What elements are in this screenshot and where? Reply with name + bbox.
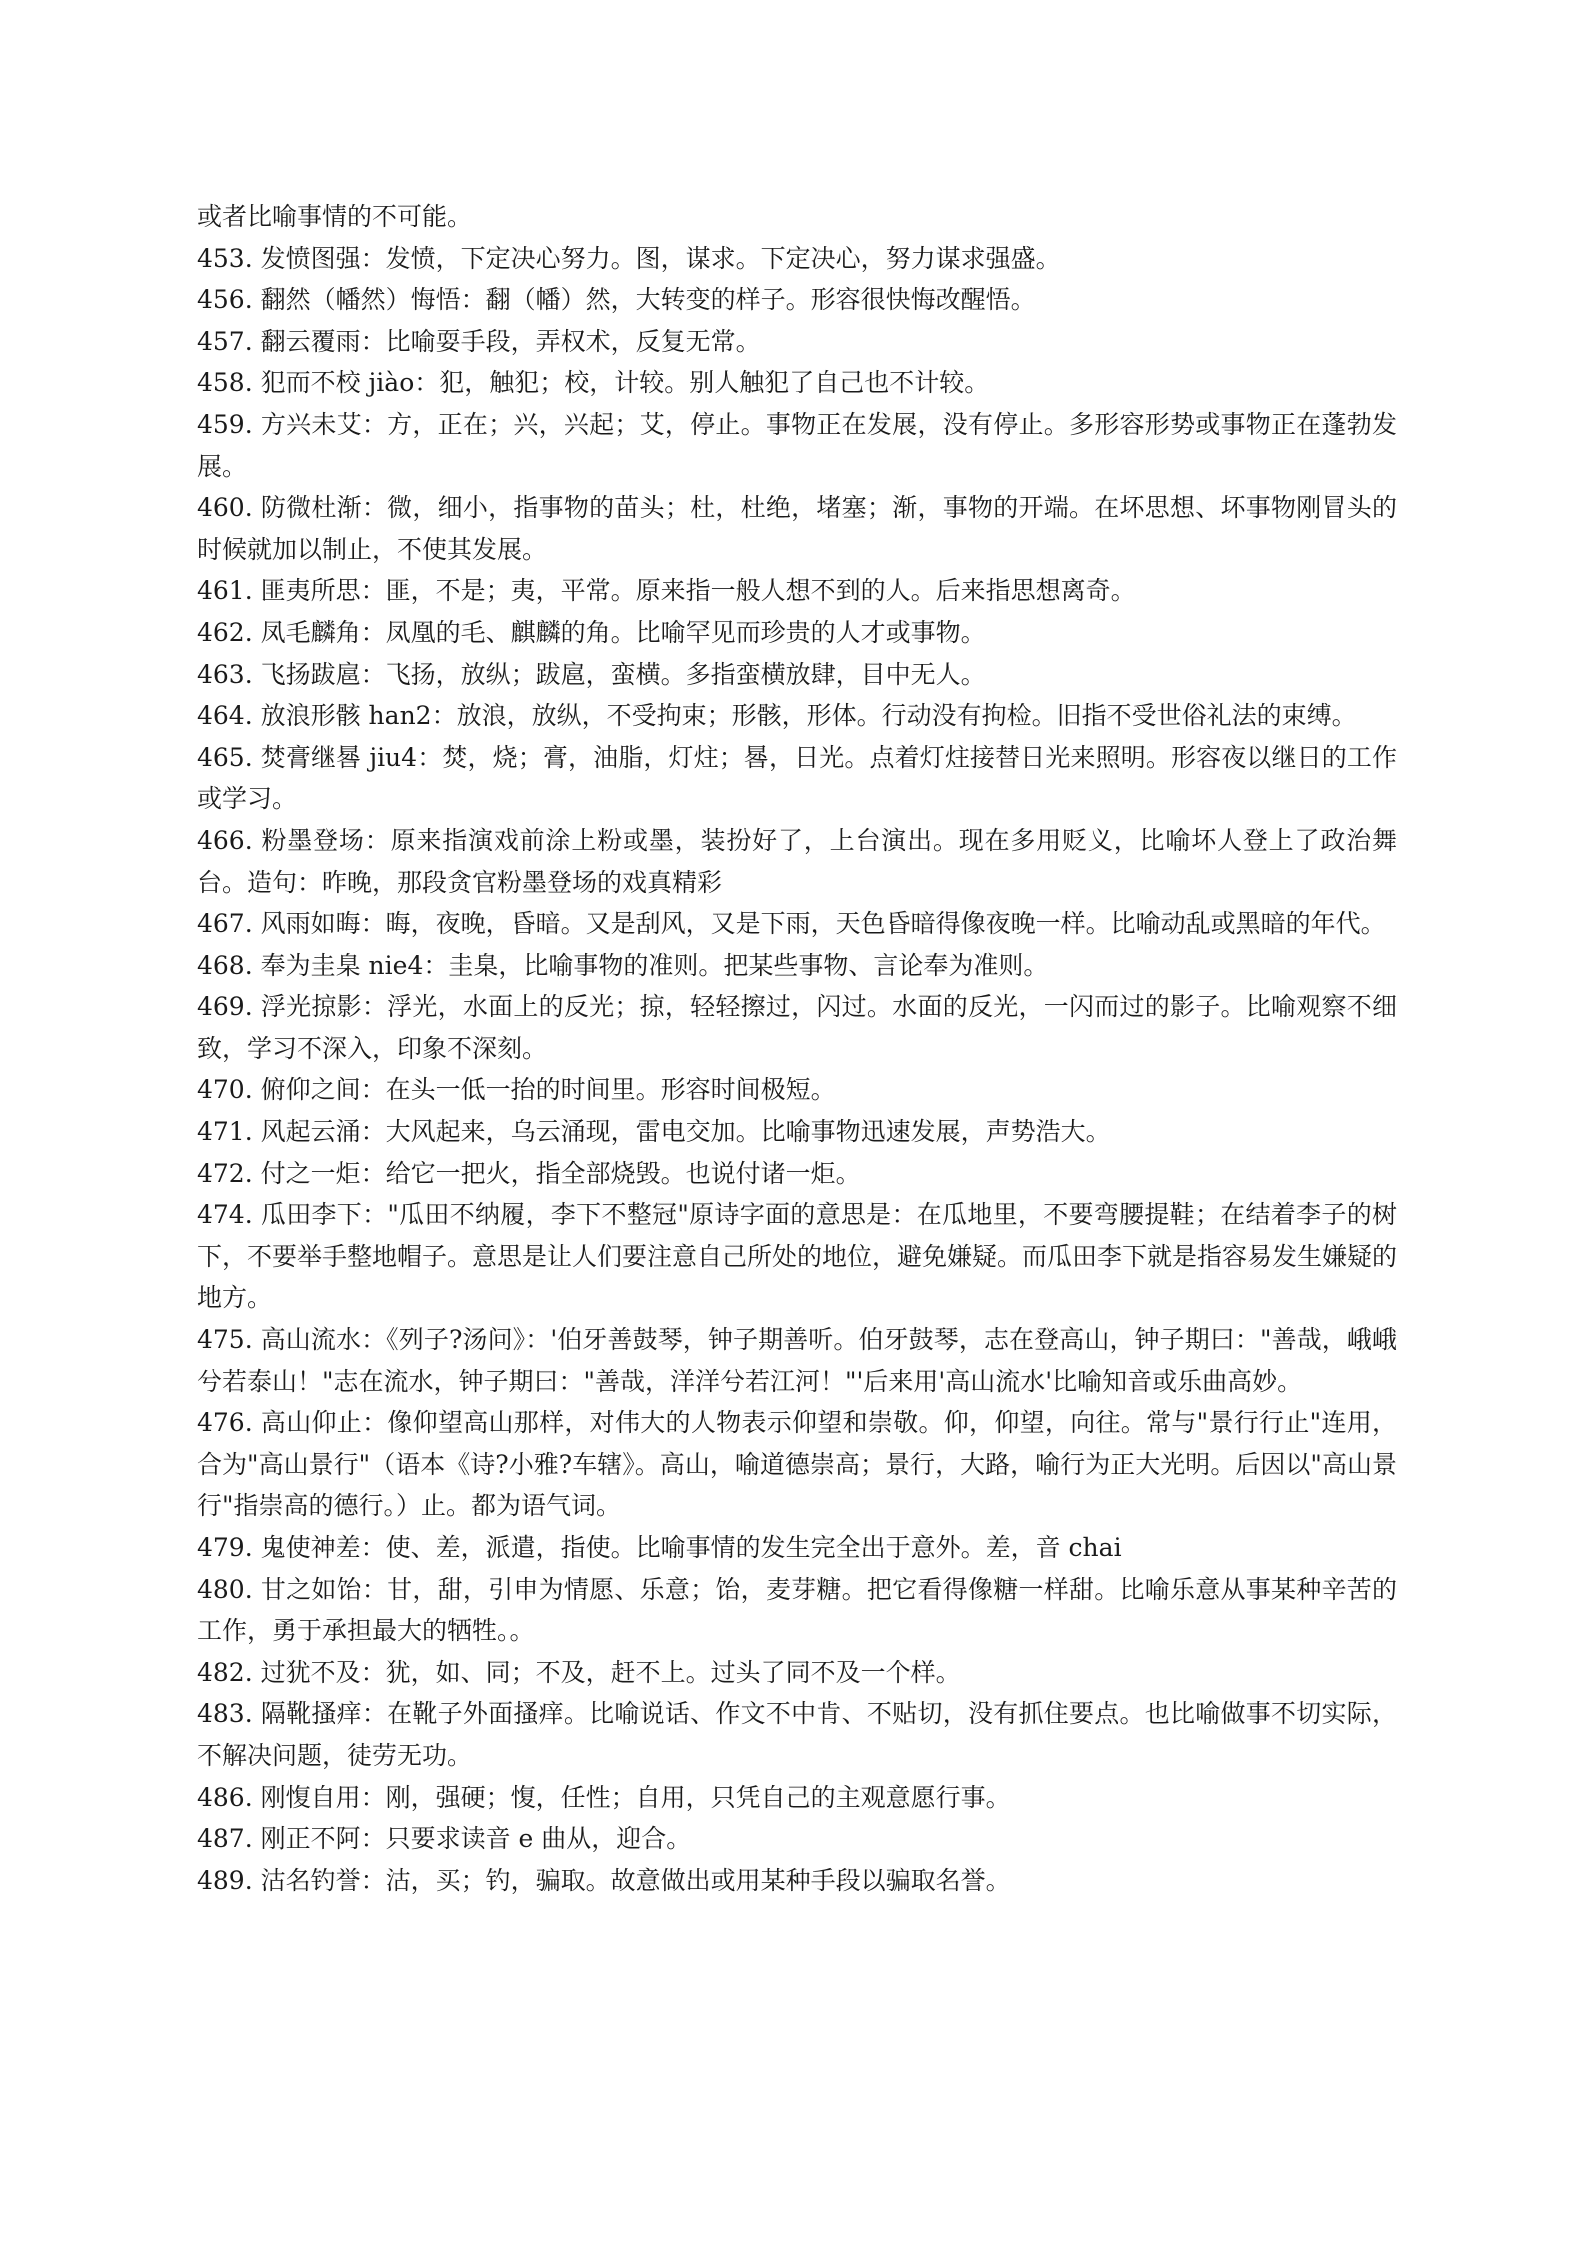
entry-489: 489. 沽名钓誉：沽，买；钓，骗取。故意做出或用某种手段以骗取名誉。 — [197, 1865, 1011, 1895]
entry-467: 467. 风雨如晦：晦，夜晚，昏暗。又是刮风，又是下雨，天色昏暗得像夜晚一样。比喻动乱或黑暗的年代。 — [197, 909, 1386, 939]
entry-483: 483. 隔靴搔痒：在靴子外面搔痒。比喻说话、作文不中肯、不贴切，没有抓住要点。也比喻做事不切实际，不解决问题，徒劳无功。 — [197, 1699, 1397, 1770]
document-page — [197, 196, 1397, 1901]
entry-470: 470. 俯仰之间：在头一低一抬的时间里。形容时间极短。 — [197, 1075, 836, 1105]
entry-474: 474. 瓜田李下："瓜田不纳履，李下不整冠"原诗字面的意思是：在瓜地里，不要弯腰提鞋；在结着李子的树下，不要举手整地帽子。意思是让人们要注意自己所处的地位，避免嫌疑。而瓜田李下就是指容易发生嫌疑的地方。 — [197, 1200, 1398, 1313]
entry-463: 463. 飞扬跋扈：飞扬，放纵；跋扈，蛮横。多指蛮横放肆，目中无人。 — [197, 659, 986, 689]
entry-468: 468. 奉为圭臬 nie4：圭臬，比喻事物的准则。把某些事物、言论奉为准则。 — [197, 950, 1049, 980]
entry-460: 460. 防微杜渐：微，细小，指事物的苗头；杜，杜绝，堵塞；渐，事物的开端。在坏思想、坏事物刚冒头的时候就加以制止，不使其发展。 — [197, 493, 1397, 564]
entry-471: 471. 风起云涌：大风起来，乌云涌现，雷电交加。比喻事物迅速发展，声势浩大。 — [197, 1117, 1111, 1147]
entry-465: 465. 焚膏继晷 jiu4：焚，烧；膏，油脂，灯炷；晷，日光。点着灯炷接替日光来照明。形容夜以继日的工作或学习。 — [197, 742, 1397, 814]
entry-486: 486. 刚愎自用：刚，强硬；愎，任性；自用，只凭自己的主观意愿行事。 — [197, 1782, 1011, 1812]
entry-466: 466. 粉墨登场：原来指演戏前涂上粉或墨，装扮好了，上台演出。现在多用贬义，比喻坏人登上了政治舞台。造句：昨晚，那段贪官粉墨登场的戏真精彩 — [197, 825, 1397, 897]
entry-464: 464. 放浪形骸 han2：放浪，放纵，不受拘束；形骸，形体。行动没有拘检。旧指不受世俗礼法的束缚。 — [197, 701, 1357, 731]
entry-482: 482. 过犹不及：犹，如、同；不及，赶不上。过头了同不及一个样。 — [197, 1657, 961, 1687]
entry-475: 475. 高山流水：《列子?汤问》：'伯牙善鼓琴，钟子期善听。伯牙鼓琴，志在登高山，钟子期曰："善哉，峨峨兮若泰山！"志在流水，钟子期曰："善哉，洋洋兮若江河！"'后来用'高山流水'比喻知音或乐曲高妙。 — [197, 1325, 1397, 1396]
entry-457: 457. 翻云覆雨：比喻耍手段，弄权术，反复无常。 — [197, 326, 761, 356]
entry-487: 487. 刚正不阿：只要求读音 e 曲从，迎合。 — [197, 1824, 692, 1854]
entry-456: 456. 翻然（幡然）悔悟：翻（幡）然，大转变的样子。形容很快悔改醒悟。 — [197, 285, 1036, 315]
entry-461: 461. 匪夷所思：匪，不是；夷，平常。原来指一般人想不到的人。后来指思想离奇。 — [197, 576, 1136, 606]
entry-476: 476. 高山仰止：像仰望高山那样，对伟大的人物表示仰望和崇敬。仰，仰望，向往。常与"景行行止"连用，合为"高山景行"（语本《诗?小雅?车辖》。高山，喻道德崇高；景行，大路，喻行为正大光明。后因以"高山景行"指崇高的德行。）止。都为语气词。 — [197, 1408, 1397, 1521]
entry-469: 469. 浮光掠影：浮光，水面上的反光；掠，轻轻擦过，闪过。水面的反光，一闪而过的影子。比喻观察不细致，学习不深入，印象不深刻。 — [197, 992, 1397, 1063]
entry-458: 458. 犯而不校 jiào：犯，触犯；校，计较。别人触犯了自己也不计较。 — [197, 368, 990, 398]
entry-462: 462. 凤毛麟角：凤凰的毛、麒麟的角。比喻罕见而珍贵的人才或事物。 — [197, 617, 986, 647]
entry-continuation: 或者比喻事情的不可能。 — [197, 202, 473, 231]
entry-459: 459. 方兴未艾：方，正在；兴，兴起；艾，停止。事物正在发展，没有停止。多形容形势或事物正在蓬勃发展。 — [197, 409, 1397, 481]
entry-480: 480. 甘之如饴：甘，甜，引申为情愿、乐意；饴，麦芽糖。把它看得像糖一样甜。比喻乐意从事某种辛苦的工作，勇于承担最大的牺牲。。 — [197, 1574, 1397, 1646]
entry-479: 479. 鬼使神差：使、差，派遣，指使。比喻事情的发生完全出于意外。差，音 chai — [197, 1533, 1122, 1562]
entry-472: 472. 付之一炬：给它一把火，指全部烧毁。也说付诸一炬。 — [197, 1158, 861, 1188]
entry-453: 453. 发愤图强：发愤，下定决心努力。图，谋求。下定决心，努力谋求强盛。 — [197, 243, 1061, 273]
